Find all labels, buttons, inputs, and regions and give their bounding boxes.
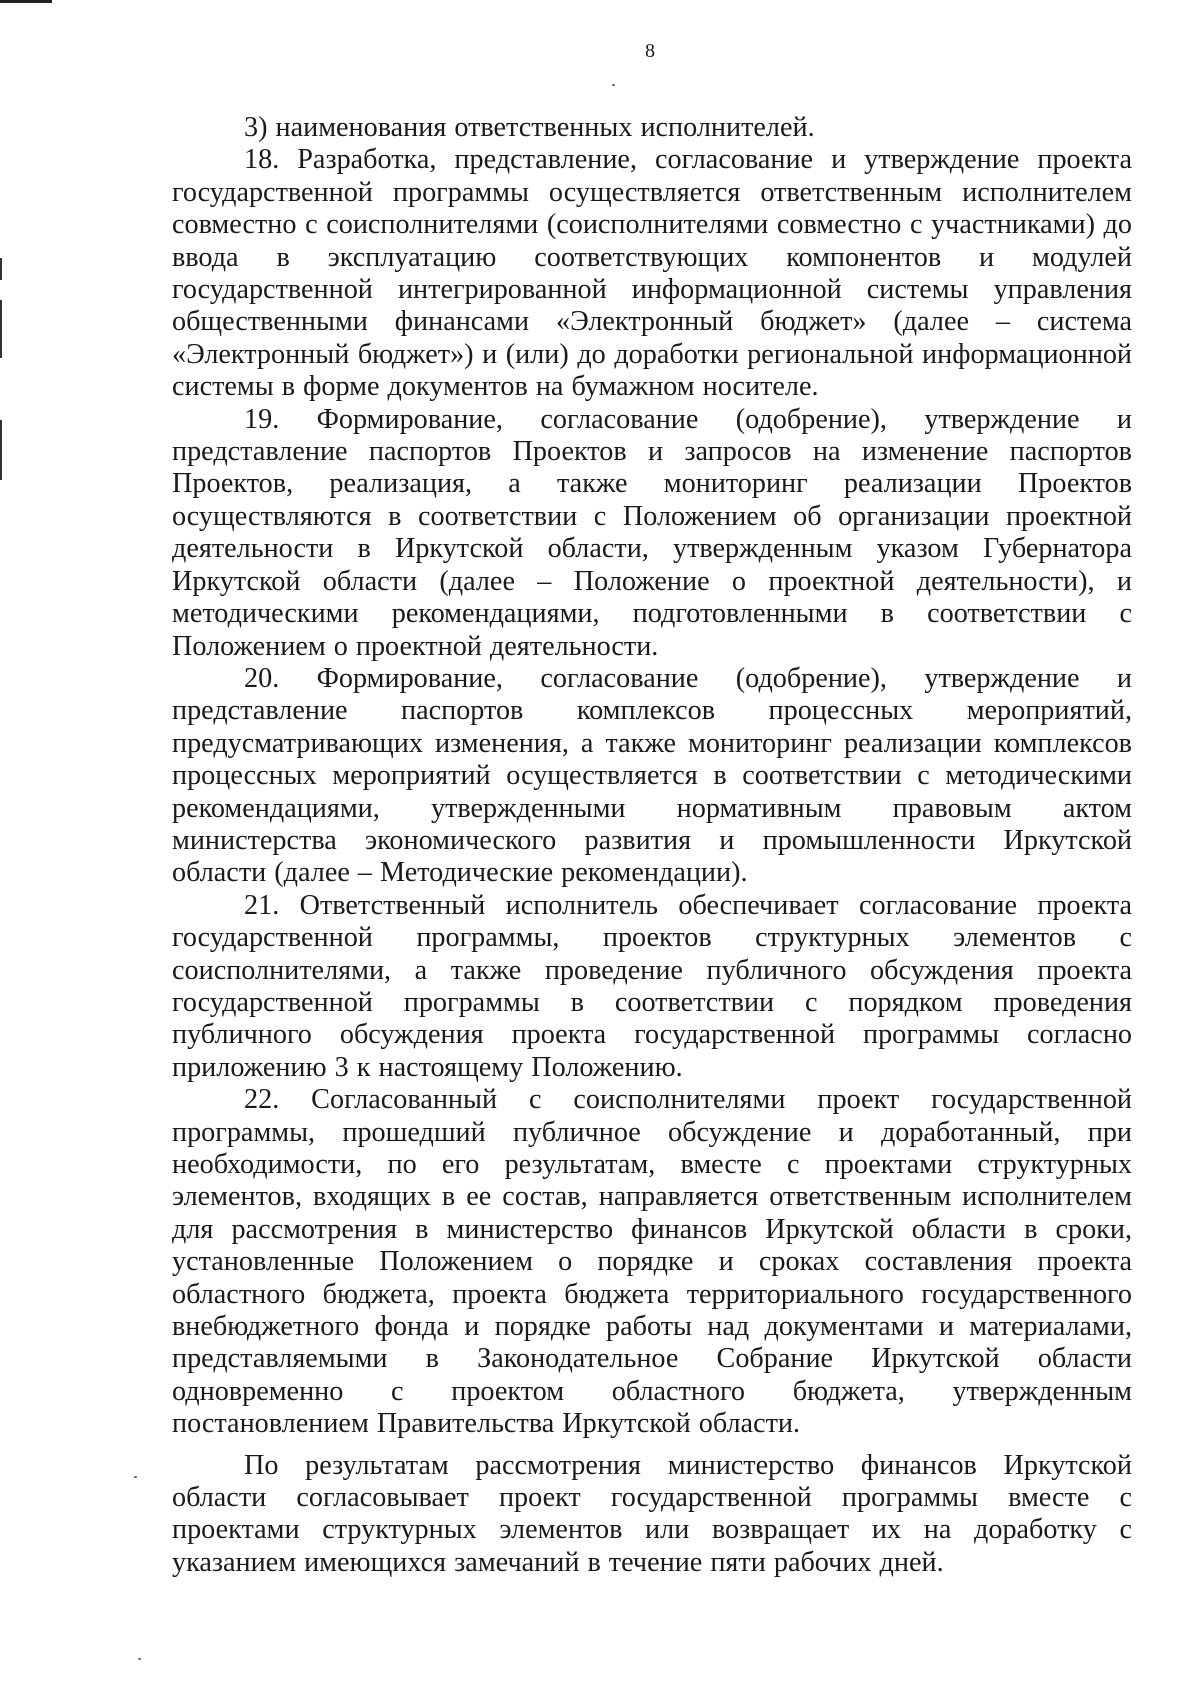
margin-mark [0, 258, 2, 280]
scan-corner-mark [0, 0, 52, 3]
document-body [172, 112, 1132, 1579]
scan-speck [138, 1658, 141, 1660]
paragraph-19: 19. Формирование, согласование (одобрение), утверждение и представление паспортов Проектов и запросов на изменение паспортов Проектов, реализация, а также мониторинг реализации Проектов осуществляются в соответствии с Положением об организации проектной деятельности в Иркутской области, утвержденным указом Губернатора Иркутской области (далее – Положение о проектной деятельности), и методическими рекомендациями, подготовленными в соответствии с Положением о проектной деятельности. [172, 403, 1132, 662]
page-number: 8 [645, 40, 655, 62]
scan-speck [134, 1476, 137, 1478]
margin-mark [0, 300, 2, 358]
margin-mark [0, 420, 2, 480]
paragraph-21: 21. Ответственный исполнитель обеспечивает согласование проекта государственной программы, проектов структурных элементов с соисполнителями, а также проведение публичного обсуждения проекта государственной программы в соответствии с порядком проведения публичного обсуждения проекта государственной программы согласно приложению 3 к настоящему Положению. [172, 889, 1132, 1083]
scan-speck [612, 84, 615, 86]
paragraph-18: 18. Разработка, представление, согласование и утверждение проекта государственной программы осуществляется ответственным исполнителем совместно с соисполнителями (соисполнителями совместно с участниками) до ввода в эксплуатацию соответствующих компонентов и модулей государственной интегрированной информационной системы управления общественными финансами «Электронный бюджет» (далее – система «Электронный бюджет») и (или) до доработки региональной информационной системы в форме документов на бумажном носителе. [172, 144, 1132, 403]
paragraph-review-result: По результатам рассмотрения министерство финансов Иркутской области согласовывает проект государственной программы вместе с проектами структурных элементов или возвращает их на доработку с указанием имеющихся замечаний в течение пяти рабочих дней. [172, 1449, 1132, 1578]
paragraph-20: 20. Формирование, согласование (одобрение), утверждение и представление паспортов комплексов процессных мероприятий, предусматривающих изменения, а также мониторинг реализации комплексов процессных мероприятий осуществляется в соответствии с методическими рекомендациями, утвержденными нормативным правовым актом министерства экономического развития и промышленности Иркутской области (далее – Методические рекомендации). [172, 662, 1132, 889]
paragraph-item-3: 3) наименования ответственных исполнителей. [244, 112, 815, 143]
paragraph-22: 22. Согласованный с соисполнителями проект государственной программы, прошедший публичное обсуждение и доработанный, при необходимости, по его результатам, вместе с проектами структурных элементов, входящих в ее состав, направляется ответственным исполнителем для рассмотрения в министерство финансов Иркутской области в сроки, установленные Положением о порядке и сроках составления проекта областного бюджета, проекта бюджета территориального государственного внебюджетного фонда и порядке работы над документами и материалами, представляемыми в Законодательное Собрание Иркутской области одновременно с проектом областного бюджета, утвержденным постановлением Правительства Иркутской области. [172, 1084, 1132, 1440]
